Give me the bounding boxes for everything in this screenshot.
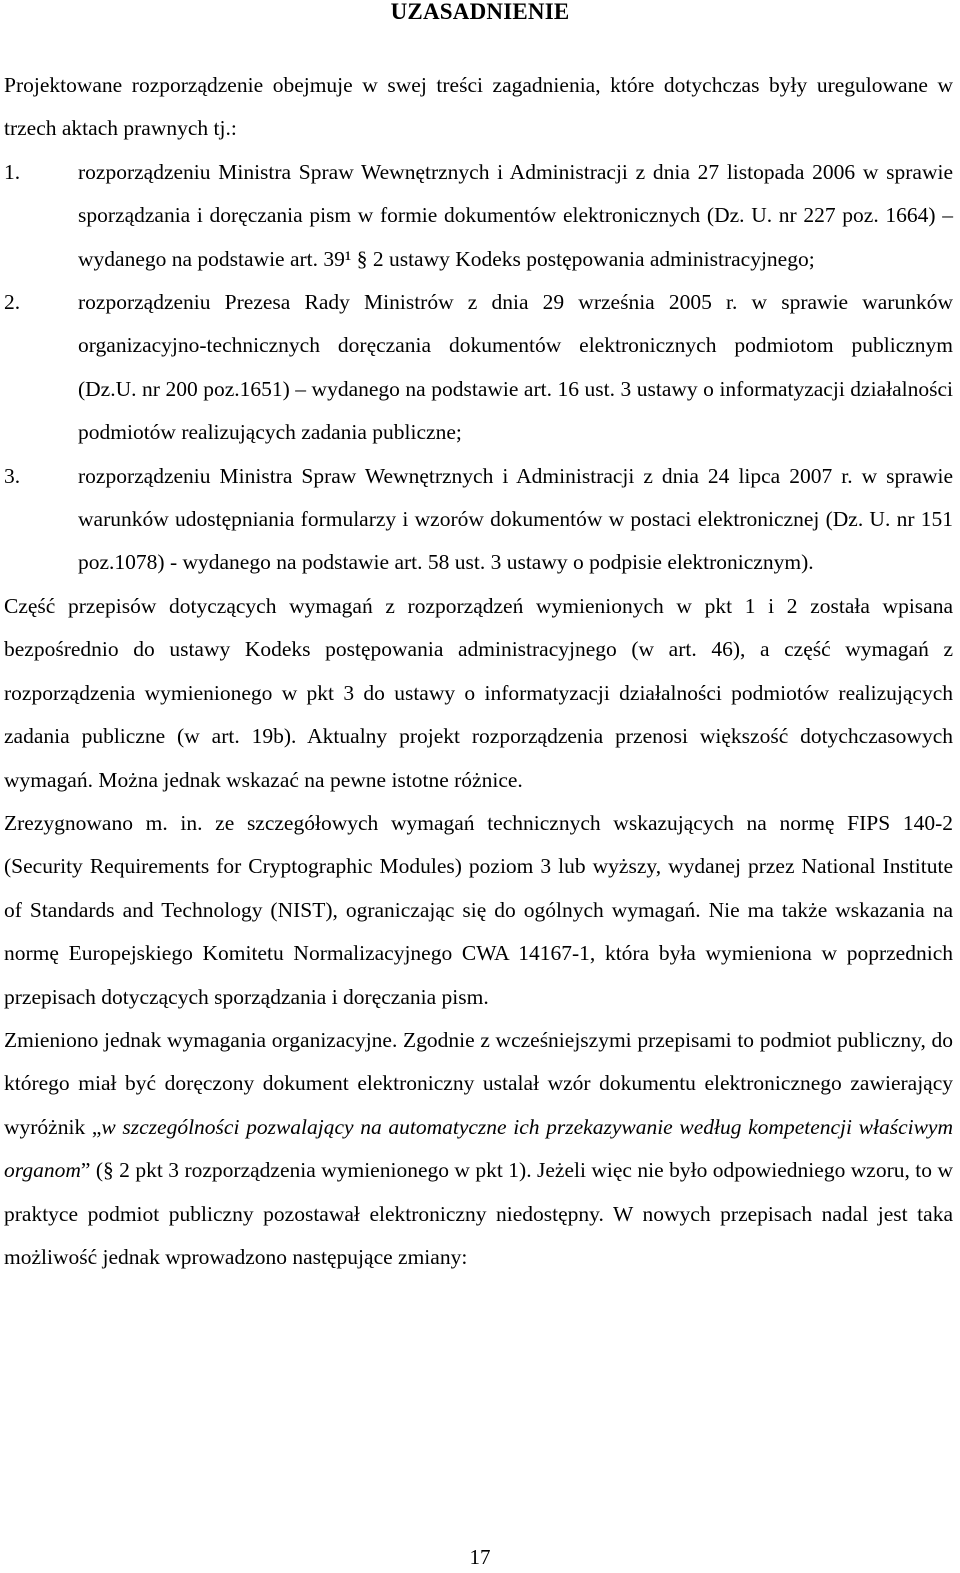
list-item-text: rozporządzeniu Ministra Spraw Wewnętrznych i Administracji z dnia 24 lipca 2007 r. w sprawie warunków udostępniania formularzy i wzorów dokumentów w postaci elektronicznej (Dz. U. nr 151 poz.1078) - wydanego na podstawie art. 58 ust. 3 ustawy o podpisie elektronicznym). [78, 463, 953, 575]
list-item-text: rozporządzeniu Prezesa Rady Ministrów z dnia 29 września 2005 r. w sprawie warunków organizacyjno-technicznych doręczania dokumentów elektronicznych podmiotom publicznym (Dz.U. nr 200 poz.1651) – wydanego na podstawie art. 16 ust. 3 ustawy o informatyzacji działalności podmiotów realizujących zadania publiczne; [78, 290, 953, 445]
paragraph-text-before-quote: Zmieniono jednak wymagania organizacyjne. Zgodnie z wcześniejszymi przepisami to podmiot publiczny, do którego miał być doręczony dokument elektroniczny ustalał wzór dokumentu elektronicznego zawierający wyróżnik „ [4, 1027, 953, 1139]
italic-quote: w szczególności pozwalający na automatyczne ich przekazywanie według kompetencji właściwym organom [4, 1114, 954, 1183]
list-item-number: 3. [4, 463, 21, 488]
list-item-text: rozporządzeniu Ministra Spraw Wewnętrznych i Administracji z dnia 27 listopada 2006 w sprawie sporządzania i doręczania pism w formie dokumentów elektronicznych (Dz. U. nr 227 poz. 1664) – wydanego na podstawie art. 39¹ § 2 ustawy Kodeks postępowania administracyjnego; [78, 159, 953, 271]
paragraph-organizational-changes [4, 1019, 953, 1279]
paragraph-differences: Część przepisów dotyczących wymagań z rozporządzeń wymienionych w pkt 1 i 2 została wpisana bezpośrednio do ustawy Kodeks postępowania administracyjnego (w art. 46), a część wymagań z rozporządzenia wymienionego w pkt 3 do ustawy o informatyzacji działalności podmiotów realizujących zadania publiczne (w art. 19b). Aktualny projekt rozporządzenia przenosi większość dotychczasowych wymagań. Można jednak wskazać na pewne istotne różnice. [4, 593, 953, 792]
list-item [4, 455, 953, 585]
document-body [4, 64, 953, 1279]
list-item [4, 151, 953, 281]
page-number: 17 [469, 1545, 491, 1569]
list-item-number: 1. [4, 159, 21, 184]
list-item [4, 281, 953, 455]
paragraph-technical-requirements: Zrezygnowano m. in. ze szczegółowych wymagań technicznych wskazujących na normę FIPS 140-2 (Security Requirements for Cryptographic Modules) poziom 3 lub wyższy, wydanej przez National Institute of Standards and Technology (NIST), ograniczając się do ogólnych wymagań. Nie ma także wskazania na normę Europejskiego Komitetu Normalizacyjnego CWA 14167-1, która była wymieniona w poprzednich przepisach dotyczących sporządzania i doręczania pism. [4, 810, 953, 1009]
intro-paragraph: Projektowane rozporządzenie obejmuje w swej treści zagadnienia, które dotychczas były uregulowane w trzech aktach prawnych tj.: [4, 73, 953, 141]
list-item-number: 2. [4, 290, 21, 315]
paragraph-text-after-quote: ” (§ 2 pkt 3 rozporządzenia wymienionego w pkt 1). Jeżeli więc nie było odpowiedniego wzoru, to w praktyce podmiot publiczny pozostawał elektroniczny niedostępny. W nowych przepisach nadal jest taka możliwość jednak wprowadzono następujące zmiany: [4, 1158, 953, 1269]
document-title: UZASADNIENIE [390, 0, 570, 24]
legal-acts-list [4, 151, 953, 585]
